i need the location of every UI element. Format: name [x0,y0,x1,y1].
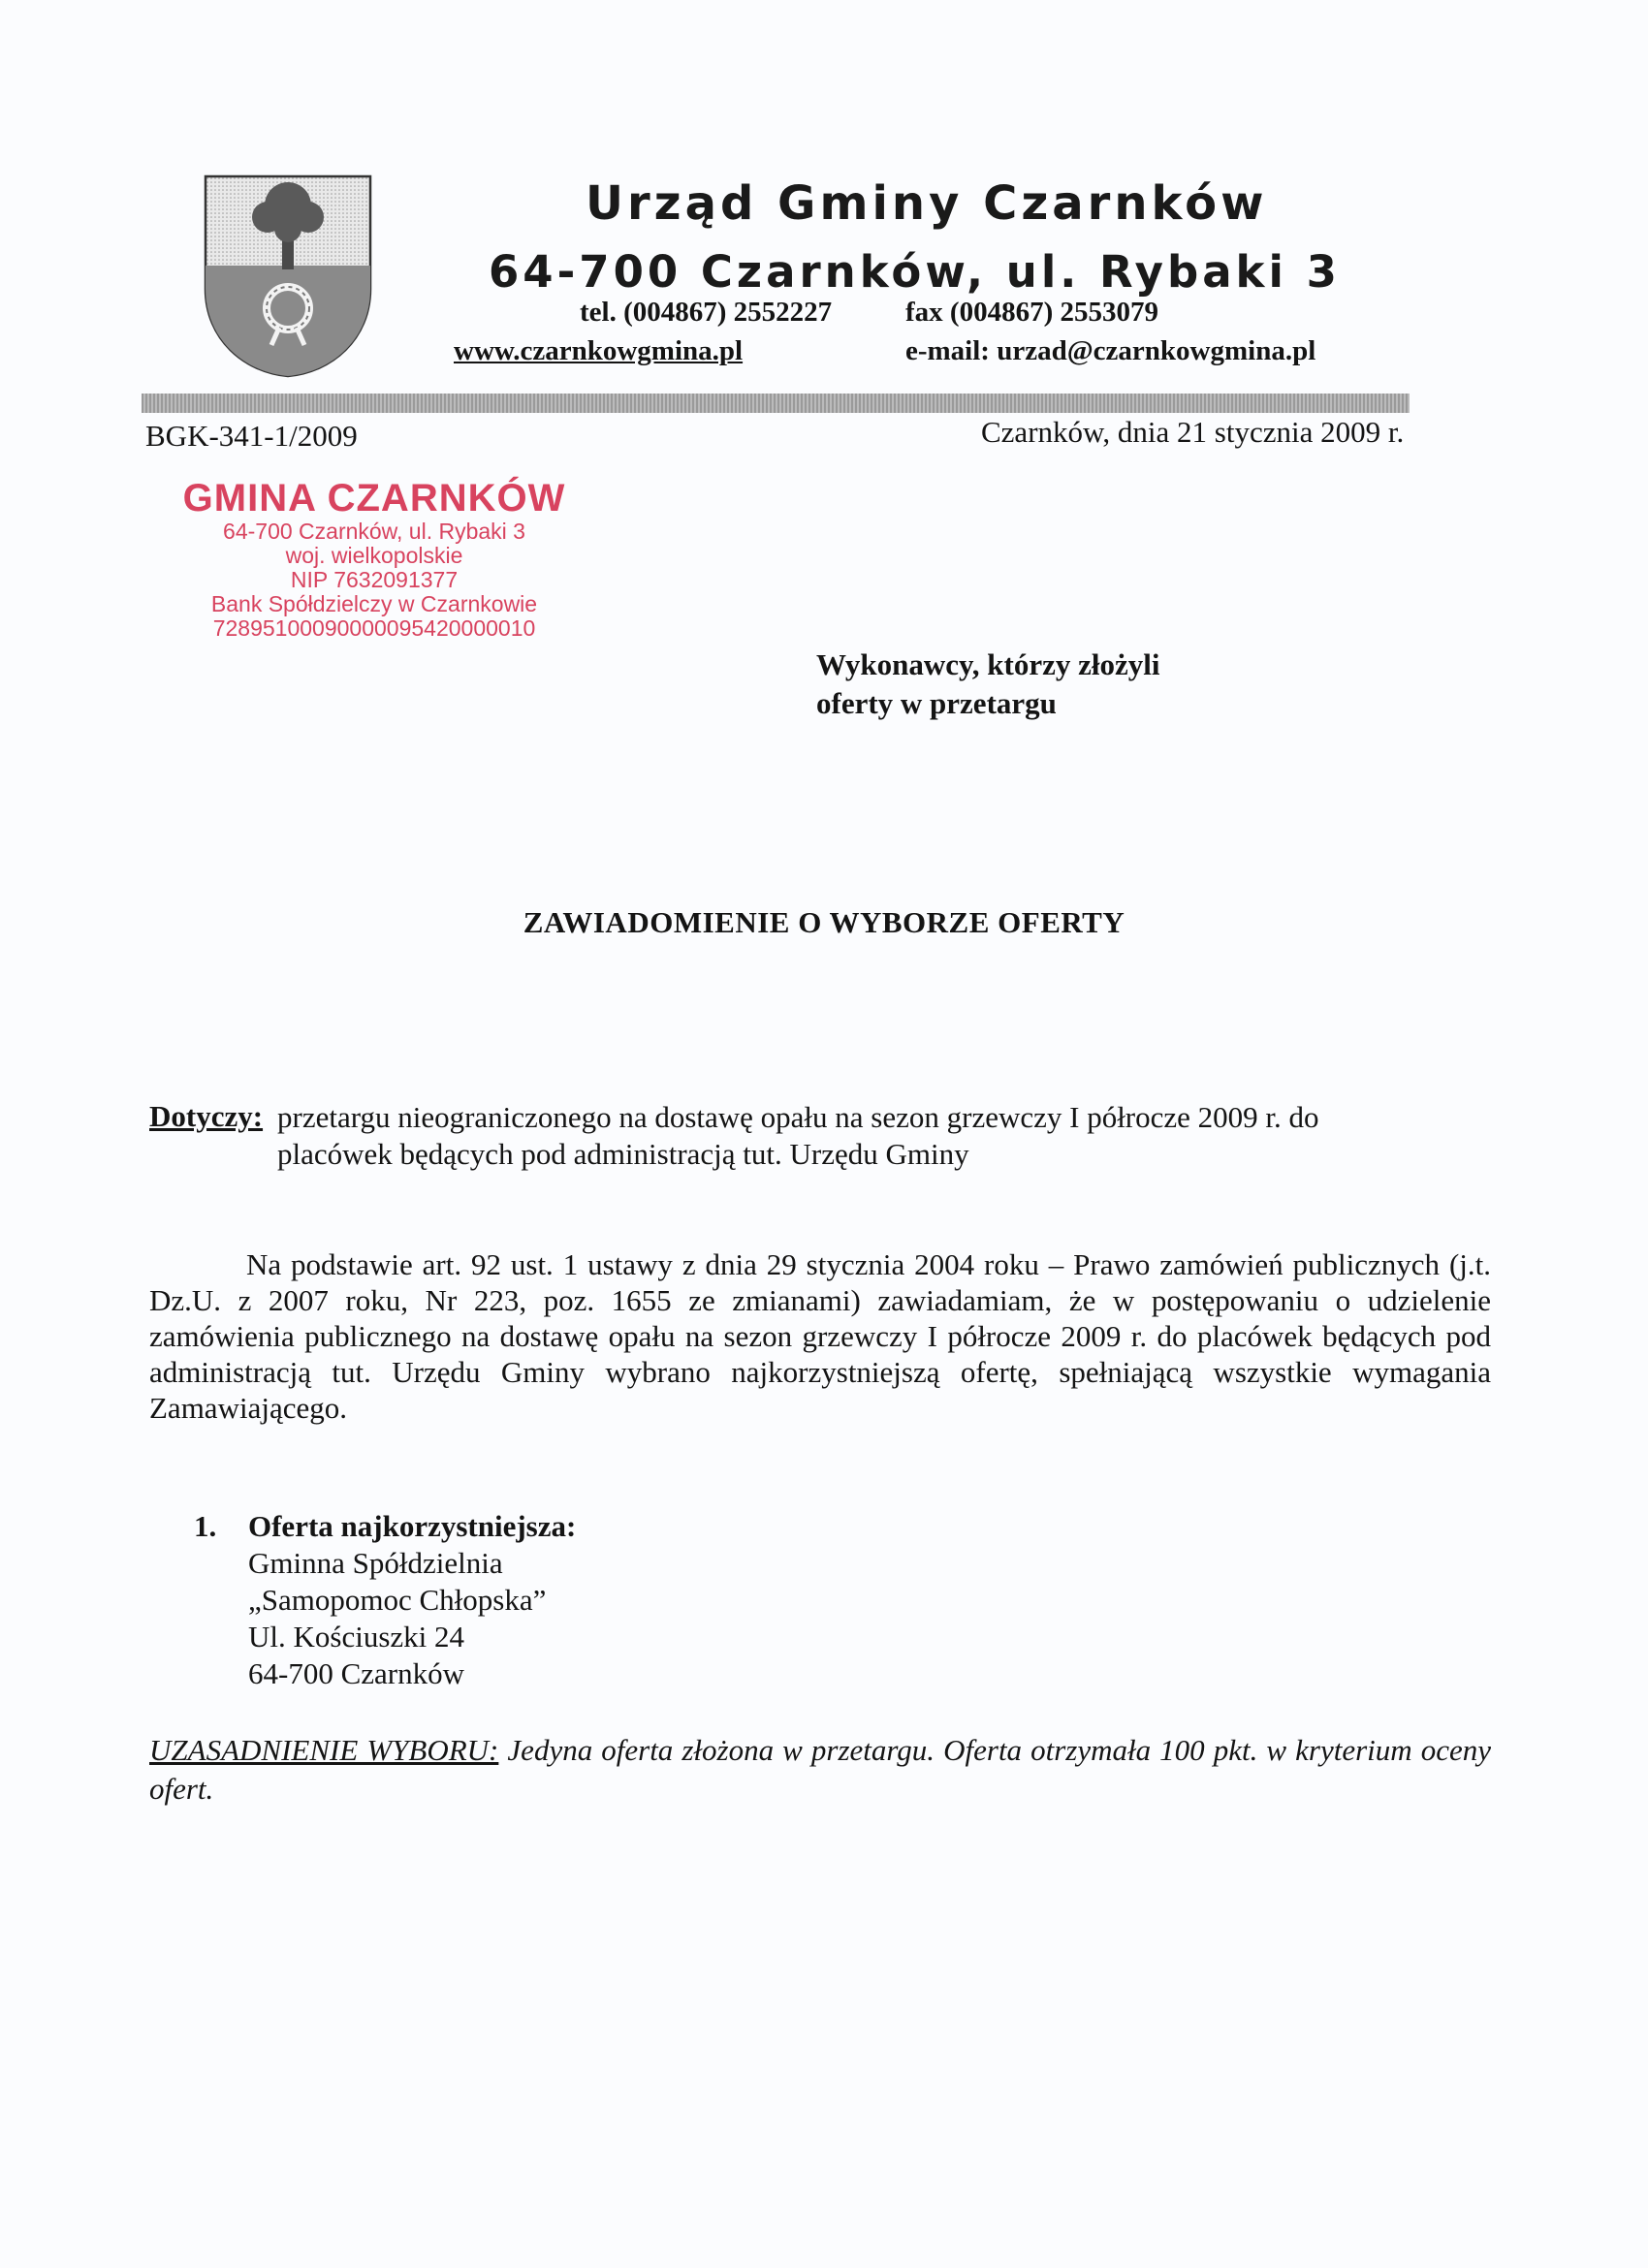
justification-text: Jedyna oferta złożona w przetargu. Oferta otrzymała 100 pkt. w kryterium oceny ofert. [149,1733,1491,1806]
body-paragraph: Na podstawie art. 92 ust. 1 ustawy z dnia 29 stycznia 2004 roku – Prawo zamówień publicznych (j.t. Dz.U. z 2007 roku, Nr 223, poz. 1655 ze zmianami) zawiadamiam, że w postępowaniu o udzielenie zamówienia publicznego na dostawę opału na sezon grzewczy I półrocze 2009 r. do placówek będących pod administracją tut. Urzędu Gminy wybrano najkorzystniejszą ofertę, spełniającą wszystkie wymagania Zamawiającego. [149,1247,1491,1425]
notice-title: ZAWIADOMIENIE O WYBORZE OFERTY [523,905,1125,939]
recipient-line: oferty w przetargu [816,686,1057,720]
justification-label: UZASADNIENIE WYBORU: [149,1733,499,1767]
document-date: Czarnków, dnia 21 stycznia 2009 r. [981,415,1405,449]
offer-line: Gminna Spółdzielnia [248,1546,503,1580]
website-link[interactable]: www.czarnkowgmina.pl [454,335,744,366]
header-divider [142,394,1410,413]
recipient-block [816,646,1159,723]
offer-number: 1. [194,1509,217,1543]
official-stamp [171,477,578,641]
subject-label: Dotyczy: [149,1099,264,1133]
subject-line: przetargu nieograniczonego na dostawę opału na sezon grzewczy I półrocze 2009 r. do [277,1100,1319,1134]
municipal-crest-icon [202,173,374,378]
stamp-line: Bank Spółdzielczy w Czarnkowie [210,591,538,616]
offer-block [194,1508,576,1692]
fax-number: fax (004867) 2553079 [905,297,1158,328]
stamp-title: GMINA CZARNKÓW [182,477,566,520]
telephone-number: tel. (004867) 2552227 [580,297,833,328]
offer-line: „Samopomoc Chłopska” [248,1583,547,1617]
stamp-line: NIP 7632091377 [290,567,459,592]
justification [149,1731,1491,1809]
organization-address: 64-700 Czarnków, ul. Rybaki 3 [489,246,1341,298]
reference-number: BGK-341-1/2009 [145,419,358,453]
offer-heading: Oferta najkorzystniejsza: [248,1509,577,1543]
offer-line: 64-700 Czarnków [248,1656,464,1690]
subject-text [277,1099,1450,1173]
offer-line: Ul. Kościuszki 24 [248,1620,465,1654]
stamp-line: 64-700 Czarnków, ul. Rybaki 3 [223,519,525,544]
subject-line: placówek będących pod administracją tut. Urzędu Gminy [277,1137,969,1171]
stamp-line: woj. wielkopolskie [285,543,463,568]
organization-name: Urząd Gminy Czarnków [586,176,1268,231]
stamp-line: 72895100090000095420000010 [212,615,536,641]
recipient-line: Wykonawcy, którzy złożyli [816,647,1160,681]
email-address[interactable]: e-mail: urzad@czarnkowgmina.pl [905,335,1316,366]
